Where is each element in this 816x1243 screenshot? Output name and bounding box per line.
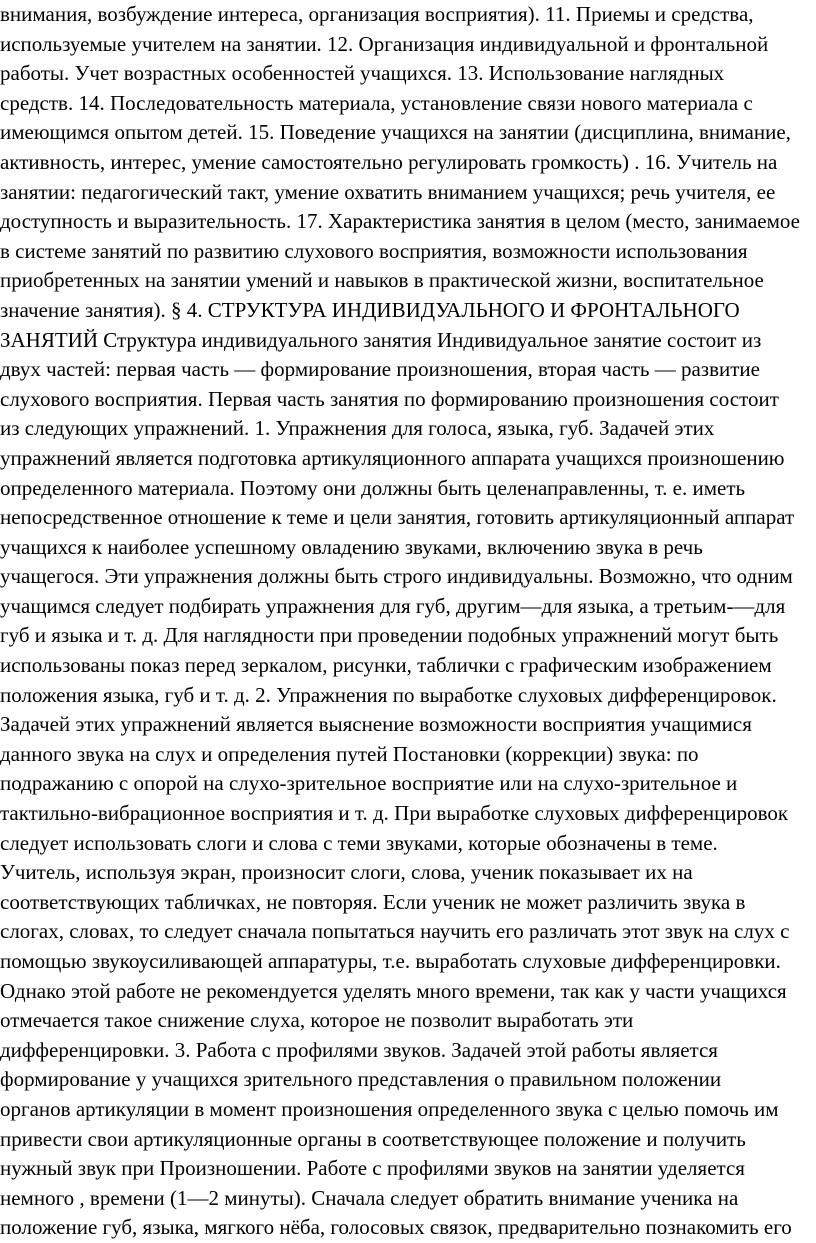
text-line: помощью звукоусиливающей аппаратуры, т.е. выработать слуховые дифференцировки.	[0, 949, 781, 973]
text-line: средств. 14. Последовательность материала, установление связи нового материала с	[0, 90, 753, 115]
text-line: имеющимся опытом детей. 15. Поведение учащихся на занятии (дисциплина, внимание,	[0, 120, 791, 145]
text-line: Учитель, используя экран, произносит слоги, слова, ученик показывает их на	[0, 860, 693, 885]
text-line: двух частей: первая часть — формирование произношения, вторая часть — развитие	[0, 357, 760, 382]
text-line: дифференцировки. 3. Работа с профилями звуков. Задачей этой работы является	[0, 1037, 718, 1062]
text-line: значение занятия). § 4. СТРУКТУРА ИНДИВИДУАЛЬНОГО И ФРОНТАЛЬНОГО	[0, 297, 740, 322]
text-line: ЗАНЯТИЙ Структура индивидуального занятия Индивидуальное занятие состоит из	[0, 327, 762, 352]
text-line: органов артикуляции в момент произношения определенного звука с целью помочь им	[0, 1096, 779, 1121]
text-line: формирование у учащихся зрительного представления о правильном положении	[0, 1067, 722, 1092]
text-line: положение губ, языка, мягкого нёба, голосовых связок, предварительно познакомить его	[0, 1215, 792, 1240]
text-line: доступность и выразительность. 17. Характеристика занятия в целом (место, занимаемое	[0, 209, 800, 234]
text-line: отмечается такое снижение слуха, которое не позволит выработать эти	[0, 1008, 634, 1033]
text-line: в системе занятий по развитию слухового восприятия, возможности использования	[0, 238, 748, 263]
text-line: слухового восприятия. Первая часть занятия по формированию произношения состоит	[0, 386, 779, 411]
text-line: приобретенных на занятии умений и навыков в практической жизни, воспитательное	[0, 268, 764, 293]
text-line: немного , времени (1—2 минуты). Сначала следует обратить внимание ученика на	[0, 1185, 739, 1210]
text-line: данного звука на слух и определения путей Постановки (коррекции) звука: по	[0, 741, 699, 766]
text-line: работы. Учет возрастных особенностей учащихся. 13. Использование наглядных	[0, 61, 725, 86]
text-line: тактильно-вибрационное восприятия и т. д. При выработке слуховых дифференцировок	[0, 801, 789, 826]
text-line: определенного материала. Поэтому они должны быть целенаправленны, т. е. иметь	[0, 475, 746, 500]
text-line: занятии: педагогический такт, умение охватить вниманием учащихся; речь учителя, ее	[0, 179, 776, 204]
text-line: учащегося. Эти упражнения должны быть строго индивидуальны. Возможно, что одним	[0, 564, 793, 589]
text-line: внимания, возбуждение интереса, организация восприятия). 11. Приемы и средства,	[0, 2, 754, 26]
text-line: следует использовать слоги и слова с теми звуками, которые обозначены в теме.	[0, 830, 718, 855]
text-line: используемые учителем на занятии. 12. Организация индивидуальной и фронтальной	[0, 31, 769, 56]
text-line: упражнений является подготовка артикуляционного аппарата учащихся произношению	[0, 445, 785, 470]
text-line: Однако этой работе не рекомендуется уделять много времени, так как у части учащихся	[0, 978, 787, 1003]
text-line: положения языка, губ и т. д. 2. Упражнения по выработке слуховых дифференцировок.	[0, 682, 777, 707]
text-line: учащихся к наиболее успешному овладению звуками, включению звука в речь	[0, 534, 703, 559]
text-line: непосредственное отношение к теме и цели занятия, готовить артикуляционный аппарат	[0, 505, 795, 530]
text-line: подражанию с опорой на слухо-зрительное восприятие или на слухо-зрительное и	[0, 771, 738, 796]
text-line: нужный звук при Произношении. Работе с профилями звуков на занятии уделяется	[0, 1156, 745, 1181]
text-line: соответствующих табличках, не повторяя. Если ученик не может различить звука в	[0, 889, 746, 914]
text-line: из следующих упражнений. 1. Упражнения для голоса, языка, губ. Задачей этих	[0, 416, 715, 441]
text-line: учащимся следует подбирать упражнения для губ, другим—для языка, а третьим-—для	[0, 593, 786, 618]
text-line: Задачей этих упражнений является выяснение возможности восприятия учащимися	[0, 712, 752, 737]
text-line: губ и языка и т. д. Для наглядности при проведении подобных упражнений могут быть	[0, 623, 779, 648]
text-line: слогах, словах, то следует сначала попытаться научить его различать этот звук на слух с	[0, 919, 790, 944]
text-line: активность, интерес, умение самостоятельно регулировать громкость) . 16. Учитель на	[0, 149, 778, 174]
text-line: использованы показ перед зеркалом, рисунки, таблички с графическим изображением	[0, 653, 772, 678]
text-line: привести свои артикуляционные органы в соответствующее положение и получить	[0, 1126, 746, 1151]
